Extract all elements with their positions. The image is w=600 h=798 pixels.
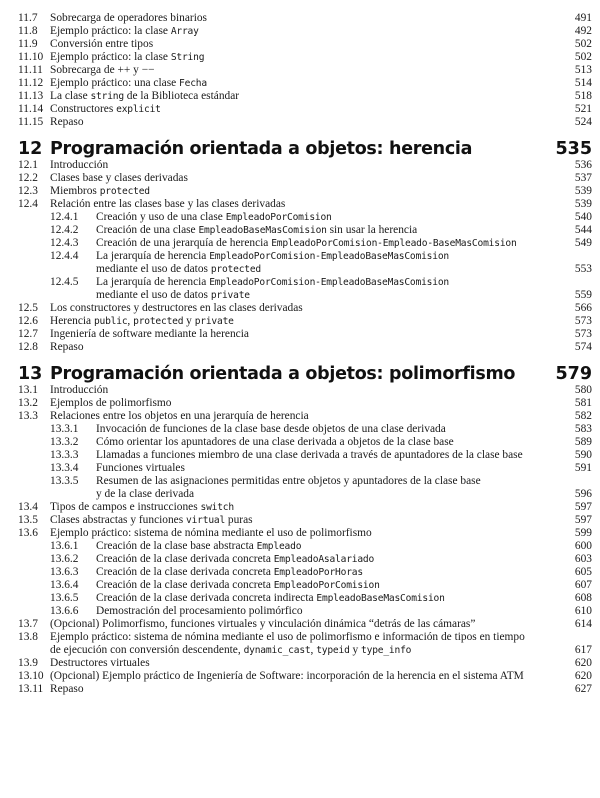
page-number: 566	[574, 302, 592, 314]
section-title: Repaso	[50, 116, 84, 128]
section-number: 12.4.2	[50, 224, 79, 236]
section-title-continuation: de ejecución con conversión descendente, dynamic_cast, typeid y type_info	[50, 644, 412, 656]
section-number: 12.4.1	[50, 211, 79, 223]
chapter-title: Programación orientada a objetos: herencia	[50, 139, 473, 159]
section-title: Los constructores y destructores en las clases derivadas	[50, 302, 303, 314]
page-number: 549	[574, 237, 592, 249]
section-title: Repaso	[50, 341, 84, 353]
section-title: Clases base y clases derivadas	[50, 172, 188, 184]
page-number: 581	[574, 397, 592, 409]
page-number: 614	[574, 618, 592, 630]
toc-entry-13-6-2	[0, 553, 600, 566]
section-title: Sobrecarga de operadores binarios	[50, 12, 207, 24]
section-title: Invocación de funciones de la clase base desde objetos de una clase derivada	[96, 423, 446, 435]
toc-entry-13-7	[0, 618, 600, 631]
section-title: Ejemplo práctico: sistema de nómina mediante el uso de polimorfismo	[50, 527, 372, 539]
section-number: 11.9	[18, 38, 38, 50]
section-number: 12.6	[18, 315, 38, 327]
section-title: Ejemplo práctico: la clase Array	[50, 25, 199, 37]
toc-entry-11-13	[0, 90, 600, 103]
toc-entry-12-3	[0, 185, 600, 198]
section-number: 11.8	[18, 25, 38, 37]
toc-entry-13-6-6	[0, 605, 600, 618]
toc-entry-13-3-3	[0, 449, 600, 462]
section-number: 12.5	[18, 302, 38, 314]
section-title: Demostración del procesamiento polimórfico	[96, 605, 303, 617]
chapter-title: Programación orientada a objetos: polimorfismo	[50, 364, 516, 384]
section-number: 13.9	[18, 657, 38, 669]
section-number: 11.15	[18, 116, 44, 128]
page-number: 620	[574, 657, 592, 669]
toc-entry-11-11	[0, 64, 600, 77]
toc-entry-13-3-5-cont	[0, 488, 600, 501]
section-number: 13.2	[18, 397, 38, 409]
page-number: 539	[574, 198, 592, 210]
section-title: Cómo orientar los apuntadores de una clase derivada a objetos de la clase base	[96, 436, 454, 448]
page-number: 605	[574, 566, 592, 578]
section-number: 13.3.1	[50, 423, 79, 435]
chapter-page-number: 535	[555, 139, 592, 159]
toc-entry-11-12	[0, 77, 600, 90]
page-number: 502	[574, 51, 592, 63]
section-number: 13.3.3	[50, 449, 79, 461]
toc-entry-13-10	[0, 670, 600, 683]
section-number: 13.6.5	[50, 592, 79, 604]
toc-entry-11-9	[0, 38, 600, 51]
page-number: 603	[574, 553, 592, 565]
section-title: Resumen de las asignaciones permitidas entre objetos y apuntadores de la clase base	[96, 475, 481, 487]
page-number: 518	[574, 90, 592, 102]
section-title: Ejemplo práctico: la clase String	[50, 51, 205, 63]
toc-entry-13-6-1	[0, 540, 600, 553]
page-number: 491	[574, 12, 592, 24]
toc-entry-13-6	[0, 527, 600, 540]
page-number: 627	[574, 683, 592, 695]
section-number: 13.3.4	[50, 462, 79, 474]
section-number: 12.2	[18, 172, 38, 184]
page-number: 521	[574, 103, 592, 115]
page-number: 590	[574, 449, 592, 461]
section-title: Destructores virtuales	[50, 657, 150, 669]
section-title: La clase string de la Biblioteca estándar	[50, 90, 240, 102]
section-number: 12.1	[18, 159, 38, 171]
chapter-heading-13	[0, 362, 600, 386]
toc-entry-12-1	[0, 159, 600, 172]
toc-entry-13-3	[0, 410, 600, 423]
section-number: 11.14	[18, 103, 44, 115]
section-number: 12.4	[18, 198, 38, 210]
section-number: 13.3.5	[50, 475, 79, 487]
page-number: 608	[574, 592, 592, 604]
page-number: 599	[574, 527, 592, 539]
section-number: 12.4.3	[50, 237, 79, 249]
section-title: Creación de una clase EmpleadoBaseMasComision sin usar la herencia	[96, 224, 418, 236]
page-number: 617	[574, 644, 592, 656]
toc-entry-13-5	[0, 514, 600, 527]
section-title: Creación de una jerarquía de herencia EmpleadoPorComision-Empleado-BaseMasComision	[96, 237, 517, 249]
section-title: La jerarquía de herencia EmpleadoPorComision-EmpleadoBaseMasComision	[96, 276, 449, 288]
section-title: Ejemplo práctico: sistema de nómina mediante el uso de polimorfismo e información de tipos en tiempo	[50, 631, 525, 643]
page-number: 591	[574, 462, 592, 474]
section-number: 13.4	[18, 501, 38, 513]
section-title: Conversión entre tipos	[50, 38, 154, 50]
chapter-number: 13	[18, 364, 43, 384]
page-number: 580	[574, 384, 592, 396]
section-title: Ingeniería de software mediante la herencia	[50, 328, 249, 340]
page-number: 600	[574, 540, 592, 552]
toc-entry-13-8-cont	[0, 644, 600, 657]
section-title: Relación entre las clases base y las clases derivadas	[50, 198, 286, 210]
section-number: 13.6.4	[50, 579, 79, 591]
section-title: Creación de la clase derivada concreta EmpleadoPorComision	[96, 579, 380, 591]
section-title: Clases abstractas y funciones virtual puras	[50, 514, 253, 526]
section-number: 12.4.5	[50, 276, 79, 288]
page-number: 536	[574, 159, 592, 171]
section-number: 11.7	[18, 12, 38, 24]
section-title: Funciones virtuales	[96, 462, 185, 474]
section-number: 12.7	[18, 328, 38, 340]
toc-entry-12-4-2	[0, 224, 600, 237]
section-number: 11.12	[18, 77, 44, 89]
section-title-continuation: mediante el uso de datos private	[96, 289, 250, 301]
section-title: Creación de la clase base abstracta Empleado	[96, 540, 302, 552]
section-number: 13.5	[18, 514, 38, 526]
toc-entry-12-4-4-cont	[0, 263, 600, 276]
page-number: 582	[574, 410, 592, 422]
page-number: 537	[574, 172, 592, 184]
page-number: 492	[574, 25, 592, 37]
section-title: Sobrecarga de ++ y −−	[50, 64, 155, 76]
toc-entry-11-8	[0, 25, 600, 38]
page-number: 573	[574, 315, 592, 327]
section-title: Introducción	[50, 159, 109, 171]
toc-entry-13-2	[0, 397, 600, 410]
toc-entry-12-6	[0, 315, 600, 328]
toc-entry-13-3-5	[0, 475, 600, 488]
section-number: 13.6.6	[50, 605, 79, 617]
toc-entry-12-4-3	[0, 237, 600, 250]
page-number: 574	[574, 341, 592, 353]
section-number: 13.3	[18, 410, 38, 422]
section-number: 12.3	[18, 185, 38, 197]
section-number: 12.8	[18, 341, 38, 353]
chapter-heading-12	[0, 137, 600, 161]
toc-entry-13-1	[0, 384, 600, 397]
toc-entry-11-7	[0, 12, 600, 25]
toc-entry-13-9	[0, 657, 600, 670]
toc-entry-12-4	[0, 198, 600, 211]
toc-entry-11-14	[0, 103, 600, 116]
section-title: Creación de la clase derivada concreta EmpleadoAsalariado	[96, 553, 375, 565]
section-number: 11.10	[18, 51, 44, 63]
toc-entry-13-6-3	[0, 566, 600, 579]
toc-entry-12-5	[0, 302, 600, 315]
section-title: Tipos de campos e instrucciones switch	[50, 501, 234, 513]
section-title: Repaso	[50, 683, 84, 695]
page-number: 524	[574, 116, 592, 128]
section-title: Herencia public, protected y private	[50, 315, 234, 327]
toc-entry-13-3-1	[0, 423, 600, 436]
section-number: 13.6.3	[50, 566, 79, 578]
page-number: 589	[574, 436, 592, 448]
section-number: 13.6	[18, 527, 38, 539]
section-title: Constructores explicit	[50, 103, 161, 115]
section-title: Ejemplos de polimorfismo	[50, 397, 172, 409]
section-number: 13.8	[18, 631, 38, 643]
section-number: 13.6.2	[50, 553, 79, 565]
chapter-number: 12	[18, 139, 43, 159]
section-title: Ejemplo práctico: una clase Fecha	[50, 77, 207, 89]
section-title: Creación y uso de una clase EmpleadoPorComision	[96, 211, 332, 223]
page-number: 620	[574, 670, 592, 682]
section-title: (Opcional) Ejemplo práctico de Ingeniería de Software: incorporación de la herencia en el sistema ATM	[50, 670, 524, 682]
page-number: 597	[574, 501, 592, 513]
page-number: 513	[574, 64, 592, 76]
toc-entry-12-4-5	[0, 276, 600, 289]
page-number: 596	[574, 488, 592, 500]
section-title-continuation: y de la clase derivada	[96, 488, 195, 500]
toc-entry-13-4	[0, 501, 600, 514]
section-number: 13.7	[18, 618, 38, 630]
toc-entry-12-4-1	[0, 211, 600, 224]
toc-entry-13-8	[0, 631, 600, 644]
section-title: Llamadas a funciones miembro de una clase derivada a través de apuntadores de la clase base	[96, 449, 523, 461]
section-title: Introducción	[50, 384, 109, 396]
section-number: 13.3.2	[50, 436, 79, 448]
toc-entry-12-2	[0, 172, 600, 185]
toc-entry-11-15	[0, 116, 600, 129]
chapter-page-number: 579	[555, 364, 592, 384]
toc-entry-13-3-4	[0, 462, 600, 475]
toc-entry-13-11	[0, 683, 600, 696]
page-number: 502	[574, 38, 592, 50]
toc-entry-12-8	[0, 341, 600, 354]
section-title: La jerarquía de herencia EmpleadoPorComision-EmpleadoBaseMasComision	[96, 250, 449, 262]
page-number: 544	[574, 224, 592, 236]
page-number: 583	[574, 423, 592, 435]
page-number: 573	[574, 328, 592, 340]
page-number: 559	[574, 289, 592, 301]
section-title: (Opcional) Polimorfismo, funciones virtuales y vinculación dinámica “detrás de las cámaras”	[50, 618, 476, 630]
page-number: 597	[574, 514, 592, 526]
toc-entry-13-6-4	[0, 579, 600, 592]
section-title: Creación de la clase derivada concreta EmpleadoPorHoras	[96, 566, 363, 578]
page-number: 607	[574, 579, 592, 591]
page-number: 514	[574, 77, 592, 89]
page-number: 540	[574, 211, 592, 223]
page-number: 539	[574, 185, 592, 197]
page-number: 553	[574, 263, 592, 275]
toc-entry-13-6-5	[0, 592, 600, 605]
page-number: 610	[574, 605, 592, 617]
section-number: 13.6.1	[50, 540, 79, 552]
section-number: 13.10	[18, 670, 44, 682]
toc-entry-12-4-5-cont	[0, 289, 600, 302]
section-title: Miembros protected	[50, 185, 150, 197]
section-number: 11.11	[18, 64, 43, 76]
toc-entry-13-3-2	[0, 436, 600, 449]
section-title: Relaciones entre los objetos en una jerarquía de herencia	[50, 410, 309, 422]
section-number: 13.11	[18, 683, 44, 695]
toc-entry-12-7	[0, 328, 600, 341]
section-number: 13.1	[18, 384, 38, 396]
toc-entry-11-10	[0, 51, 600, 64]
toc-entry-12-4-4	[0, 250, 600, 263]
section-number: 12.4.4	[50, 250, 79, 262]
section-title-continuation: mediante el uso de datos protected	[96, 263, 262, 275]
section-number: 11.13	[18, 90, 44, 102]
section-title: Creación de la clase derivada concreta indirecta EmpleadoBaseMasComision	[96, 592, 445, 604]
